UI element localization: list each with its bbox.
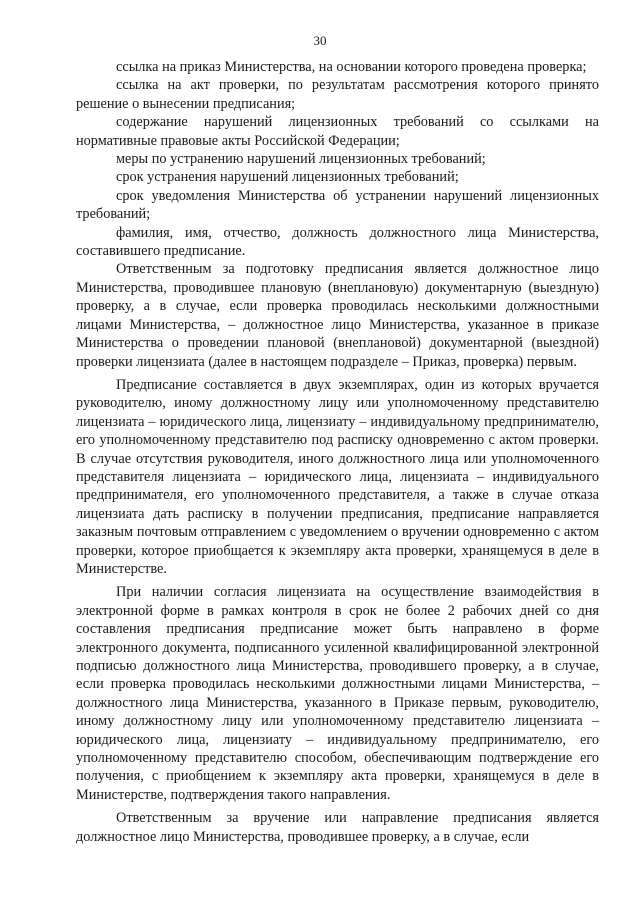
- page-number: 30: [313, 33, 327, 48]
- paragraph: Ответственным за вручение или направление предписания является должностное лицо Министерства, проводившее проверку, а в случае, если: [76, 810, 599, 845]
- paragraph: срок уведомления Министерства об устранении нарушений лицензионных требований;: [76, 187, 599, 223]
- paragraph: содержание нарушений лицензионных требований со ссылками на нормативные правовые акты Российской Федерации;: [76, 114, 599, 149]
- paragraph: ссылка на приказ Министерства, на основании которого проведена проверка;: [116, 59, 587, 75]
- paragraph: Предписание составляется в двух экземплярах, один из которых вручается руководителю, иному должностному лицу или уполномоченному представителю лицензиата – юридического лица, лицензиату – индивидуальному предпринимателю, его уполномоченному представителю под расписку одновременно с актом проверки. В случае отсутствия руководителя, иного должностного лица или уполномоченного представителя лицензиата – юридического лица, лицензиата – индивидуального предпринимателя, его уполномоченного представителя, а также в случае отказа лицензиата дать расписку в получении предписания, предписание направляется заказным почтовым отправлением с уведомлением о вручении одновременно с актом проверки, которое приобщается к экземпляру акта проверки, хранящемуся в деле в Министерстве.: [76, 376, 599, 577]
- paragraph: При наличии согласия лицензиата на осуществление взаимодействия в электронной форме в рамках контроля в срок не более 2 рабочих дней со дня составления предписания предписание может быть направлено в форме электронного документа, подписанного усиленной квалифицированной электронной подписью должностного лица Министерства, проводившего проверку, а в случае, если проверка проводилась несколькими должностными лицами Министерства, – должностного лица Министерства, указанного в Приказе первым, руководителю, иному должностному лицу или уполномоченному представителю лицензиата – юридического лица, лицензиату – индивидуальному предпринимателю, его уполномоченному представителю способом, обеспечивающим подтверждение его получения, с приобщением к экземпляру акта проверки, хранящемуся в деле в Министерстве, подтверждения такого направления.: [76, 584, 599, 803]
- document-body: [76, 58, 599, 846]
- paragraph: меры по устранению нарушений лицензионных требований;: [116, 151, 486, 168]
- paragraph: фамилия, имя, отчество, должность должностного лица Министерства, составившего предписание.: [76, 224, 599, 260]
- paragraph: ссылка на акт проверки, по результатам рассмотрения которого принято решение о вынесении предписания;: [76, 77, 599, 112]
- paragraph: Ответственным за подготовку предписания является должностное лицо Министерства, проводившее плановую (внеплановую) документарную (выездную) проверку, а в случае, если проверка проводилась несколькими должностными лицами Министерства, – должностное лицо Министерства, указанное в приказе Министерства о проведении плановой (внеплановой) документарной (выездной) проверки лицензиата (далее в настоящем подразделе – Приказ, проверка) первым.: [76, 261, 599, 370]
- paragraph: срок устранения нарушений лицензионных требований;: [116, 169, 459, 186]
